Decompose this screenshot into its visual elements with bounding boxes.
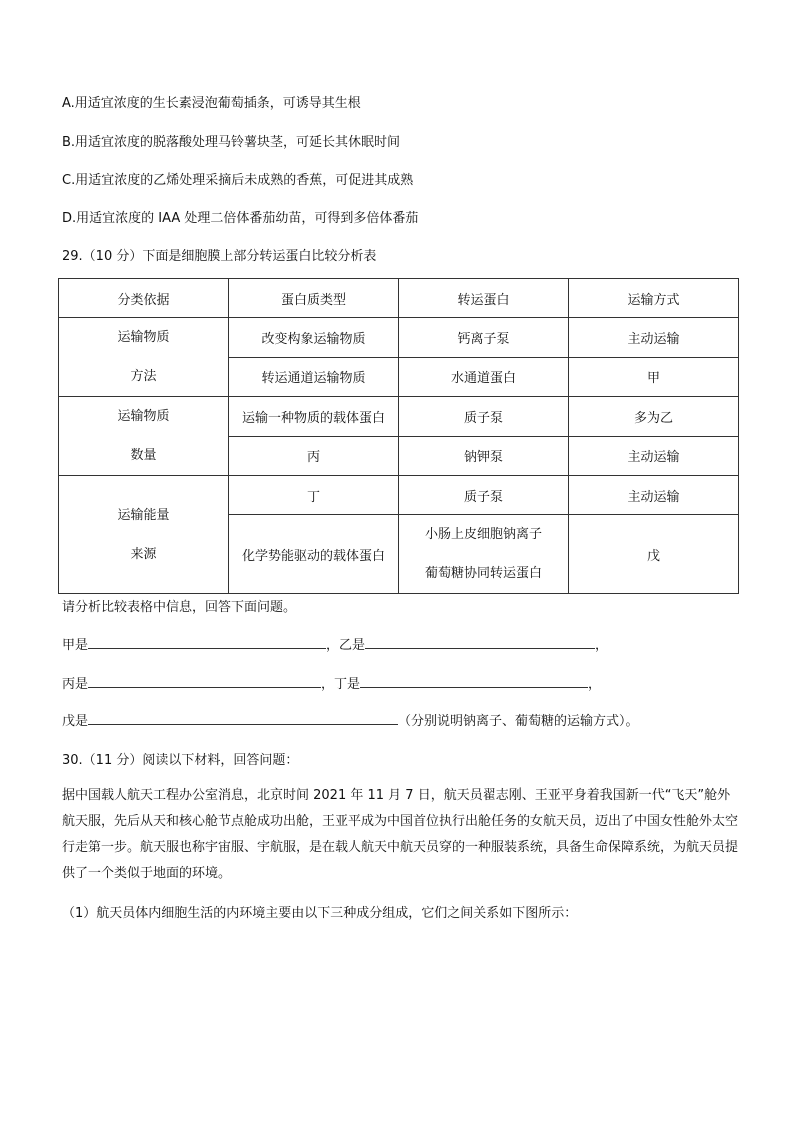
table-cell: 多为乙 bbox=[569, 397, 739, 437]
table-cell: 主动运输 bbox=[569, 476, 739, 515]
group-label-line: 运输能量 bbox=[117, 507, 170, 523]
group-label-line: 运输物质 bbox=[117, 409, 170, 424]
table-cell: 丙 bbox=[229, 436, 399, 476]
question-30-sub1: （1）航天员体内细胞生活的内环境主要由以下三种成分组成，它们之间关系如下图所示： bbox=[62, 906, 578, 921]
group-label bbox=[59, 397, 229, 476]
table-instruction: 请分析比较表格中信息，回答下面问题。 bbox=[62, 600, 297, 615]
answer-blank-bing[interactable] bbox=[88, 673, 321, 688]
table-cell: 甲 bbox=[569, 357, 739, 397]
group-label bbox=[59, 318, 229, 397]
question-29-title: 29.（10 分）下面是细胞膜上部分转运蛋白比较分析表 bbox=[62, 249, 377, 264]
group-label-line: 方法 bbox=[130, 369, 157, 384]
group-label-line: 来源 bbox=[130, 546, 157, 562]
table-cell: 改变构象运输物质 bbox=[229, 318, 399, 358]
table-cell: 丁 bbox=[229, 476, 399, 515]
blank-label-wu: 戊是 bbox=[62, 714, 89, 729]
table-row bbox=[59, 476, 739, 515]
table-cell: 钠钾泵 bbox=[399, 436, 569, 476]
group-label-line: 数量 bbox=[130, 448, 157, 463]
answer-blank-yi[interactable] bbox=[365, 634, 595, 649]
option-d: D.用适宜浓度的 IAA 处理二倍体番茄幼苗，可得到多倍体番茄 bbox=[62, 211, 419, 226]
option-a: A.用适宜浓度的生长素浸泡葡萄插条，可诱导其生根 bbox=[62, 96, 361, 111]
blank-label-bing: 丙是 bbox=[62, 677, 89, 692]
blank-label-ding: ，丁是 bbox=[321, 677, 361, 692]
blank-note: （分别说明钠离子、葡萄糖的运输方式）。 bbox=[398, 714, 639, 729]
option-b: B.用适宜浓度的脱落酸处理马铃薯块茎，可延长其休眠时间 bbox=[62, 135, 401, 150]
group-label bbox=[59, 476, 229, 594]
blank-label-jia: 甲是 bbox=[62, 638, 89, 653]
table-cell: 主动运输 bbox=[569, 318, 739, 358]
table-row bbox=[59, 397, 739, 437]
group-label-line: 运输物质 bbox=[117, 330, 170, 345]
answer-blank-wu[interactable] bbox=[88, 710, 398, 725]
answer-blank-jia[interactable] bbox=[88, 634, 326, 649]
table-cell: 钙离子泵 bbox=[399, 318, 569, 358]
table-cell: 运输一种物质的载体蛋白 bbox=[229, 397, 399, 437]
table-header-row bbox=[59, 279, 739, 318]
blank-label-yi: ，乙是 bbox=[326, 638, 366, 653]
table-row bbox=[59, 318, 739, 358]
table-cell: 水通道蛋白 bbox=[399, 357, 569, 397]
question-30-title: 30.（11 分）阅读以下材料，回答问题： bbox=[62, 753, 299, 768]
punctuation: ， bbox=[595, 638, 609, 653]
answer-blank-ding[interactable] bbox=[360, 673, 588, 688]
transport-protein-table bbox=[58, 278, 739, 594]
header-transport-mode: 运输方式 bbox=[569, 279, 739, 318]
table-cell: 化学势能驱动的载体蛋白 bbox=[229, 515, 399, 594]
table-cell: 转运通道运输物质 bbox=[229, 357, 399, 397]
answer-line-2 bbox=[62, 673, 601, 692]
punctuation: ， bbox=[588, 677, 602, 692]
reading-passage: 据中国载人航天工程办公室消息，北京时间 2021 年 11 月 7 日，航天员翟志刚、王亚平身着我国新一代“飞天”舱外航天服，先后从天和核心舱节点舱成功出舱，王亚平成为中国首位执行出舱任务的女航天员，迈出了中国女性舱外太空行走第一步。航天服也称宇宙服、宇航服，是在载人航天中航天员穿的一种服装系统，具备生命保障系统，为航天员提供了一个类似于地面的环境。 bbox=[62, 788, 739, 881]
option-c: C.用适宜浓度的乙烯处理采摘后未成熟的香蕉，可促进其成熟 bbox=[62, 173, 414, 188]
table-cell bbox=[399, 515, 569, 594]
table-cell: 质子泵 bbox=[399, 476, 569, 515]
table-cell: 戊 bbox=[569, 515, 739, 594]
table-cell: 主动运输 bbox=[569, 436, 739, 476]
header-protein-type: 蛋白质类型 bbox=[229, 279, 399, 318]
table-cell: 质子泵 bbox=[399, 397, 569, 437]
header-basis: 分类依据 bbox=[59, 279, 229, 318]
answer-line-3 bbox=[62, 710, 639, 729]
header-transporter: 转运蛋白 bbox=[399, 279, 569, 318]
cell-line: 葡萄糖协同转运蛋白 bbox=[424, 566, 542, 581]
answer-line-1 bbox=[62, 634, 608, 653]
cell-line: 小肠上皮细胞钠离子 bbox=[424, 527, 542, 542]
